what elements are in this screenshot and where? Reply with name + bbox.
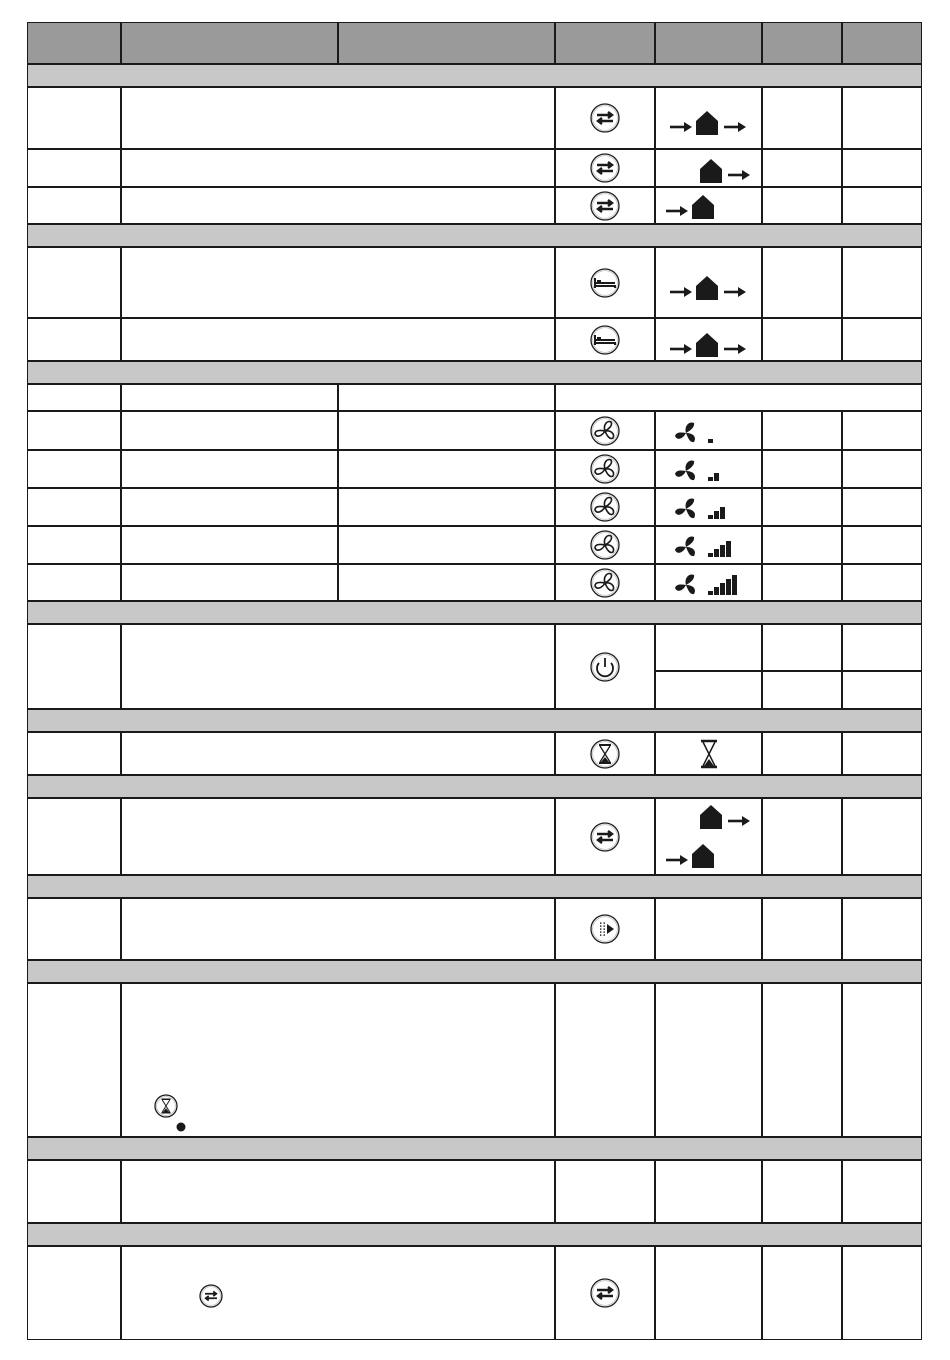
exchange-arrows-icon xyxy=(589,1277,621,1309)
row-id-cell xyxy=(27,526,121,564)
row-description-cell xyxy=(121,898,555,960)
fan-speed-level-icon xyxy=(674,457,744,485)
status-cell xyxy=(842,898,922,960)
fan-speed-level-icon xyxy=(674,533,744,561)
house-airflow-in-icon xyxy=(664,191,746,221)
row-description-cell xyxy=(338,526,555,564)
header-cell xyxy=(555,22,655,64)
fan-icon xyxy=(589,567,621,599)
status-cell xyxy=(842,983,922,1137)
status-cell xyxy=(842,450,922,488)
exchange-arrows-icon xyxy=(589,190,621,222)
section-header xyxy=(27,1137,922,1160)
status-cell xyxy=(762,671,842,710)
fan-speed-level-icon xyxy=(674,419,744,447)
header-cell xyxy=(842,22,922,64)
status-cell xyxy=(762,798,842,875)
status-cell xyxy=(842,1246,922,1340)
indicator-cell xyxy=(655,898,762,960)
house-airflow-out-icon xyxy=(672,155,754,185)
row-label-cell xyxy=(121,488,338,526)
status-cell xyxy=(762,411,842,450)
row-id-cell xyxy=(27,318,121,361)
bed-icon xyxy=(589,324,621,356)
status-cell xyxy=(842,624,922,671)
button-cell xyxy=(555,1160,655,1223)
status-cell xyxy=(842,411,922,450)
row-label-cell xyxy=(121,450,338,488)
header-cell xyxy=(338,22,555,64)
header-cell xyxy=(27,22,121,64)
row-description-cell xyxy=(121,149,555,187)
house-airflow-through-icon xyxy=(668,329,750,359)
status-cell xyxy=(842,247,922,318)
status-cell xyxy=(762,149,842,187)
power-icon xyxy=(589,651,621,683)
section-header xyxy=(27,64,922,87)
status-cell xyxy=(762,564,842,601)
row-id-cell xyxy=(27,488,121,526)
row-description-cell xyxy=(121,983,555,1137)
row-id-cell xyxy=(27,149,121,187)
status-cell xyxy=(762,318,842,361)
fan-icon xyxy=(589,529,621,561)
status-cell xyxy=(842,149,922,187)
status-cell xyxy=(762,187,842,224)
row-id-cell xyxy=(27,1246,121,1340)
row-id-cell xyxy=(27,87,121,149)
section-header xyxy=(27,875,922,898)
row-description-cell xyxy=(338,384,555,411)
row-id-cell xyxy=(27,898,121,960)
status-cell xyxy=(842,564,922,601)
status-cell xyxy=(842,87,922,149)
header-cell xyxy=(121,22,338,64)
section-header xyxy=(27,224,922,247)
row-id-cell xyxy=(27,1160,121,1223)
status-cell xyxy=(842,187,922,224)
exchange-arrows-icon xyxy=(589,102,621,134)
status-cell xyxy=(655,671,762,710)
bed-icon xyxy=(589,267,621,299)
row-description-cell xyxy=(121,87,555,149)
status-cell xyxy=(762,247,842,318)
status-cell xyxy=(842,732,922,775)
row-id-cell xyxy=(27,798,121,875)
section-header xyxy=(27,1223,922,1246)
status-cell xyxy=(842,798,922,875)
status-cell xyxy=(842,488,922,526)
row-id-cell xyxy=(27,564,121,601)
fan-icon xyxy=(589,453,621,485)
status-cell xyxy=(842,526,922,564)
status-cell xyxy=(842,671,922,710)
status-cell xyxy=(842,318,922,361)
hourglass-icon xyxy=(589,738,621,770)
status-cell xyxy=(762,488,842,526)
status-cell xyxy=(655,624,762,671)
section-header xyxy=(27,361,922,384)
status-cell xyxy=(762,1160,842,1223)
row-id-cell xyxy=(27,411,121,450)
row-label-cell xyxy=(121,411,338,450)
row-description-cell xyxy=(338,564,555,601)
indicator-cell xyxy=(655,1246,762,1340)
indicator-cell xyxy=(655,983,762,1137)
row-id-cell xyxy=(27,732,121,775)
dot-indicator-icon xyxy=(176,1122,186,1132)
house-airflow-in-icon xyxy=(664,840,746,870)
exchange-arrows-icon xyxy=(198,1283,224,1309)
exchange-arrows-icon xyxy=(589,152,621,184)
row-id-cell xyxy=(27,624,121,709)
fan-icon xyxy=(589,415,621,447)
row-id-cell xyxy=(27,983,121,1137)
fan-speed-level-icon xyxy=(674,495,744,523)
row-description-cell xyxy=(338,488,555,526)
status-cell xyxy=(762,87,842,149)
status-cell xyxy=(762,526,842,564)
row-id-cell xyxy=(27,450,121,488)
row-description-cell xyxy=(121,624,555,709)
status-cell xyxy=(762,898,842,960)
status-cell xyxy=(842,1160,922,1223)
row-description-cell xyxy=(121,1246,555,1340)
fan-icon xyxy=(589,491,621,523)
row-id-cell xyxy=(27,187,121,224)
row-description-cell xyxy=(121,187,555,224)
row-description-cell xyxy=(338,411,555,450)
hourglass-icon xyxy=(697,738,721,770)
row-label-cell xyxy=(121,384,338,411)
row-description-cell xyxy=(121,1160,555,1223)
status-cell xyxy=(762,1246,842,1340)
button-cell xyxy=(555,983,655,1137)
section-header xyxy=(27,960,922,983)
status-cell xyxy=(762,732,842,775)
header-cell xyxy=(762,22,842,64)
row-merged-cell xyxy=(555,384,922,411)
status-cell xyxy=(762,624,842,671)
row-description-cell xyxy=(121,247,555,318)
filter-icon xyxy=(589,913,621,945)
row-label-cell xyxy=(121,564,338,601)
row-description-cell xyxy=(121,318,555,361)
hourglass-icon xyxy=(153,1093,179,1119)
status-cell xyxy=(762,450,842,488)
house-airflow-through-icon xyxy=(668,272,750,302)
row-description-cell xyxy=(338,450,555,488)
exchange-arrows-icon xyxy=(589,821,621,853)
row-description-cell xyxy=(121,732,555,775)
fan-speed-level-icon xyxy=(674,571,744,599)
row-description-cell xyxy=(121,798,555,875)
house-airflow-out-icon xyxy=(672,801,754,831)
indicator-cell xyxy=(655,1160,762,1223)
section-header xyxy=(27,601,922,624)
section-header xyxy=(27,775,922,798)
row-id-cell xyxy=(27,384,121,411)
house-airflow-through-icon xyxy=(668,107,750,137)
status-cell xyxy=(762,983,842,1137)
row-label-cell xyxy=(121,526,338,564)
row-id-cell xyxy=(27,247,121,318)
header-cell xyxy=(655,22,762,64)
section-header xyxy=(27,709,922,732)
